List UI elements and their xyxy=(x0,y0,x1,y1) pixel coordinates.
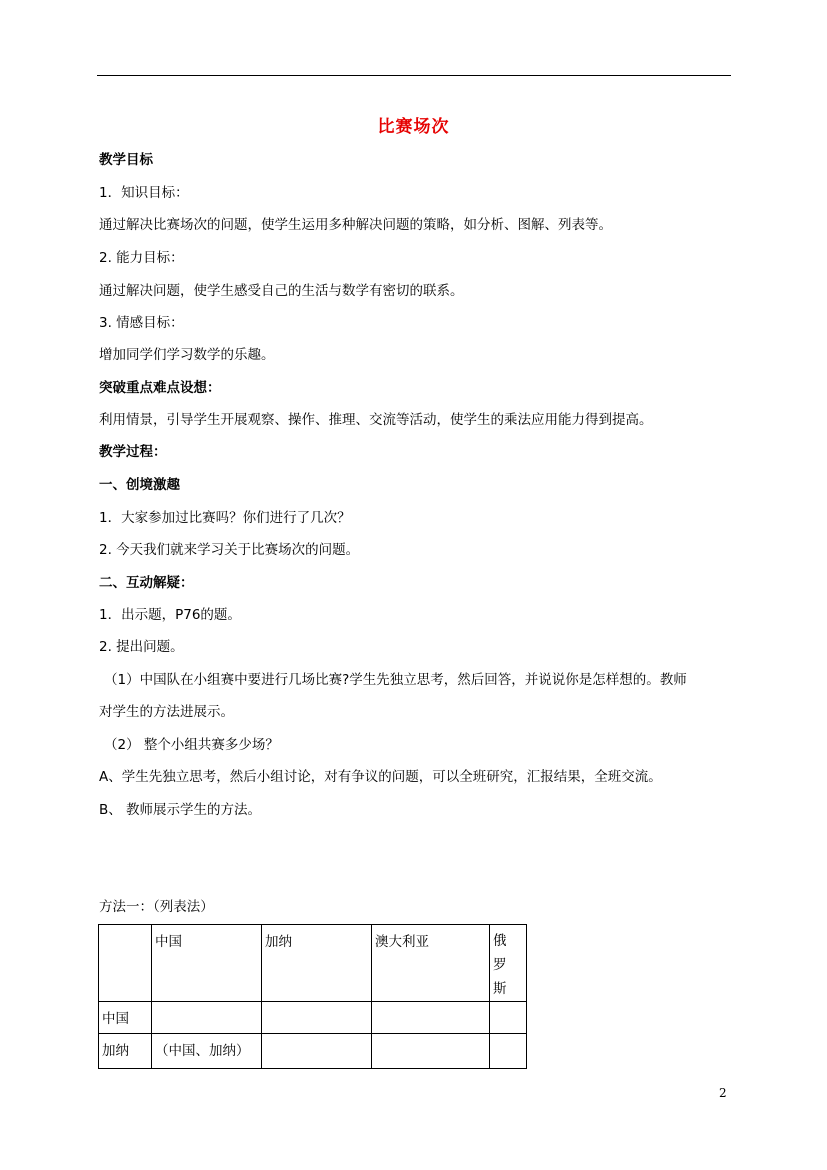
match-table xyxy=(98,924,527,1069)
header-rule xyxy=(97,75,731,76)
paragraph: 通过解决问题，使学生感受自己的生活与数学有密切的联系。 xyxy=(99,283,464,299)
page-number: 2 xyxy=(719,1086,727,1100)
table-cell xyxy=(262,1034,372,1069)
paragraph: A、学生先独立思考，然后小组讨论，对有争议的问题，可以全班研究，汇报结果，全班交流。 xyxy=(99,769,662,785)
section-heading: 突破重点难点设想： xyxy=(99,380,221,396)
table-cell xyxy=(372,1034,490,1069)
table-cell xyxy=(490,1034,527,1069)
table-cell: 中国 xyxy=(99,1002,152,1034)
section-heading: 教学过程： xyxy=(99,444,167,460)
paragraph: （2） 整个小组共赛多少场？ xyxy=(104,737,279,753)
table-cell: 中国 xyxy=(152,925,262,1002)
paragraph: 通过解决比赛场次的问题，使学生运用多种解决问题的策略，如分析、图解、列表等。 xyxy=(99,217,612,233)
paragraph: 1．知识目标： xyxy=(99,185,189,201)
table-cell xyxy=(490,1002,527,1034)
section-heading: 二、互动解疑： xyxy=(99,575,194,591)
table-cell: 澳大利亚 xyxy=(372,925,490,1002)
paragraph: 2. 提出问题。 xyxy=(99,639,184,655)
table-row xyxy=(99,925,527,1002)
paragraph: 方法一：（列表法） xyxy=(99,899,214,915)
table-cell xyxy=(490,925,527,1002)
table-cell: 加纳 xyxy=(99,1034,152,1069)
table-cell xyxy=(262,1002,372,1034)
paragraph: 对学生的方法进展示。 xyxy=(99,704,234,720)
paragraph: 增加同学们学习数学的乐趣。 xyxy=(99,347,275,363)
section-heading: 一、创境激趣 xyxy=(99,477,180,493)
table-cell xyxy=(372,1002,490,1034)
paragraph: （1）中国队在小组赛中要进行几场比赛?学生先独立思考，然后回答，并说说你是怎样想的。教师 xyxy=(104,672,687,688)
section-heading: 教学目标 xyxy=(99,152,153,168)
table-cell: 加纳 xyxy=(262,925,372,1002)
paragraph: B、 教师展示学生的方法。 xyxy=(99,802,262,818)
table-cell xyxy=(152,1002,262,1034)
page-title: 比赛场次 xyxy=(377,117,450,137)
paragraph: 1．大家参加过比赛吗？你们进行了几次？ xyxy=(99,510,351,526)
table-cell-text: 斯 xyxy=(493,981,507,997)
table-cell xyxy=(99,925,152,1002)
table-cell-text: 俄 罗 xyxy=(493,933,507,973)
table-row xyxy=(99,1002,527,1034)
paragraph: 2. 能力目标： xyxy=(99,250,184,266)
paragraph: 1．出示题，P76的题。 xyxy=(99,607,241,623)
paragraph: 3. 情感目标： xyxy=(99,315,184,331)
paragraph: 2. 今天我们就来学习关于比赛场次的问题。 xyxy=(99,542,360,558)
table-row xyxy=(99,1034,527,1069)
table-cell: （中国、加纳） xyxy=(152,1034,262,1069)
paragraph: 利用情景，引导学生开展观察、操作、推理、交流等活动，使学生的乘法应用能力得到提高。 xyxy=(99,412,653,428)
